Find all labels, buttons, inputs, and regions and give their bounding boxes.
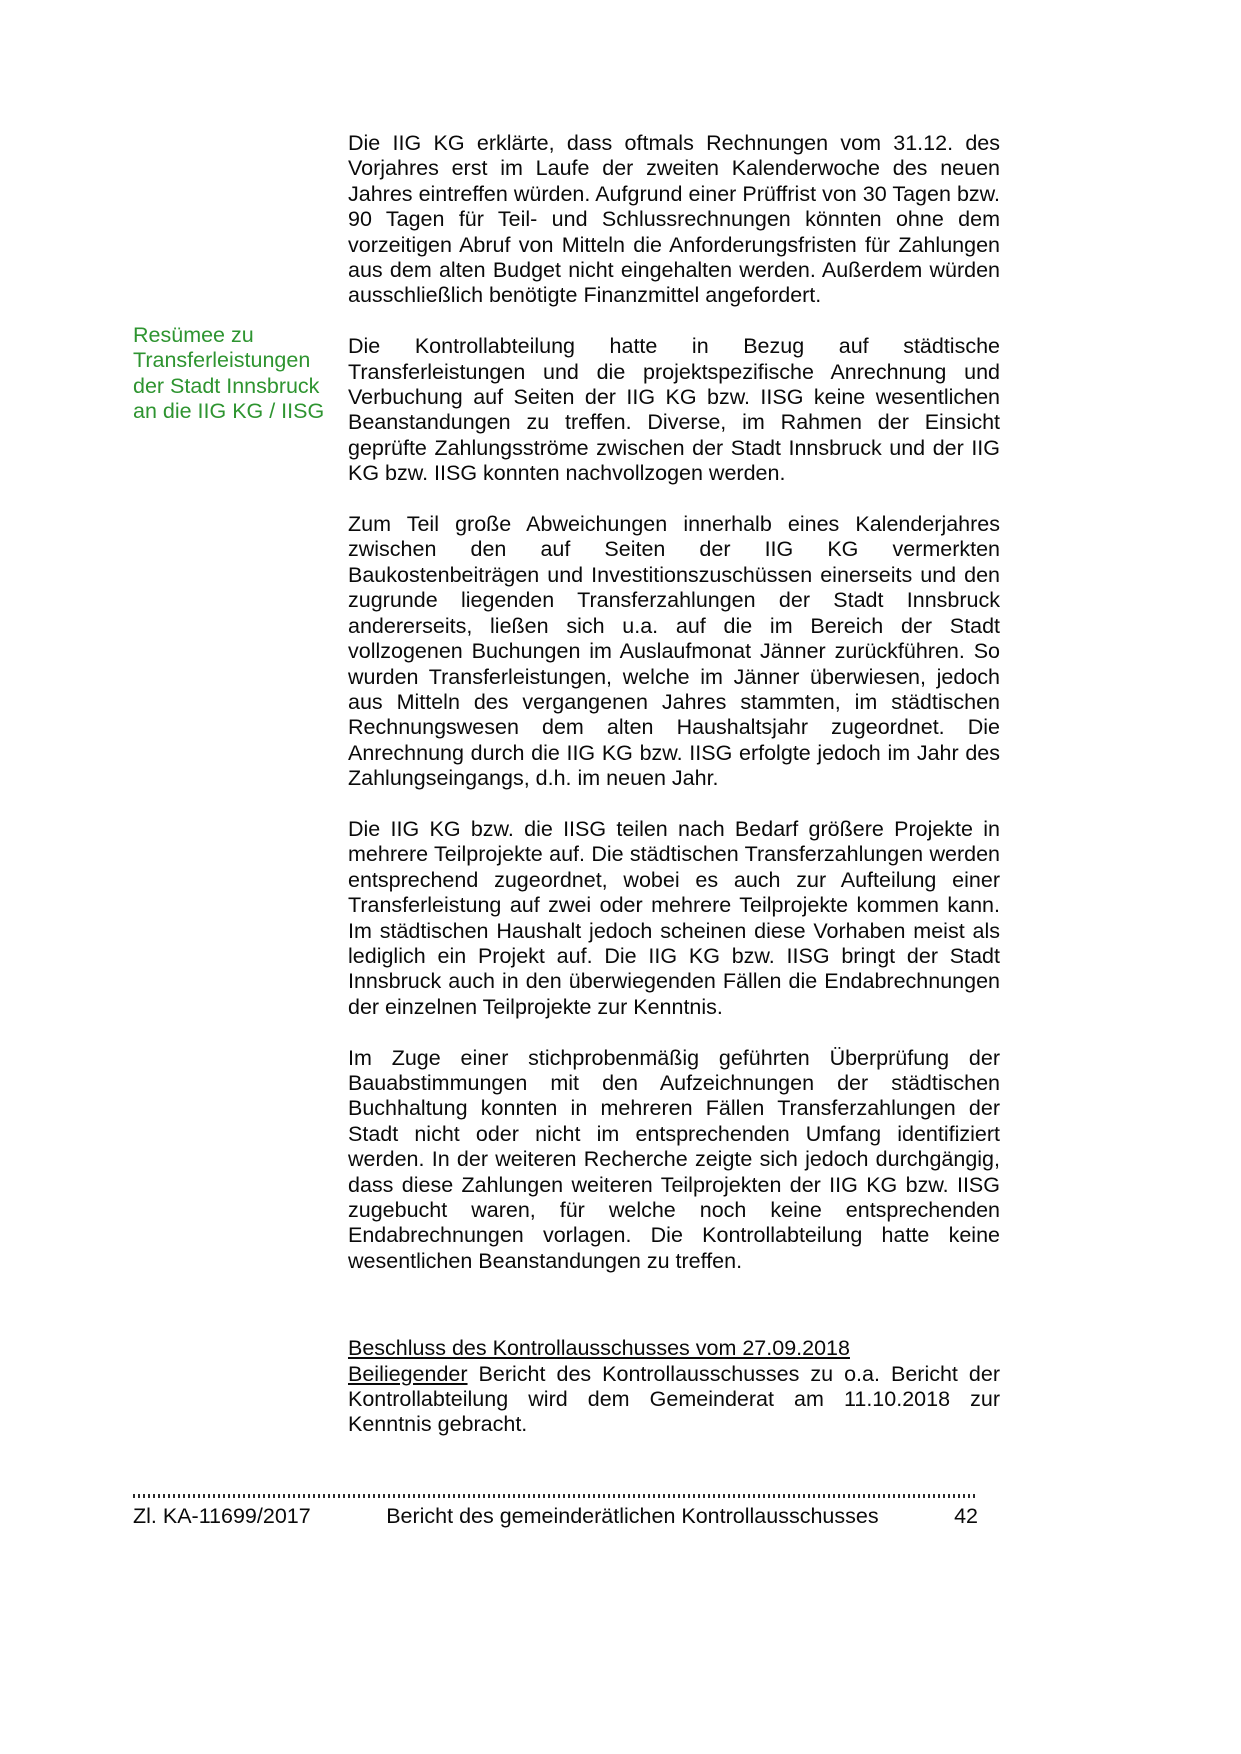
page-footer (133, 1494, 978, 1529)
decision-heading: Beschluss des Kontrollausschusses vom 27.09.2018 (348, 1336, 850, 1361)
footer-row (133, 1504, 978, 1529)
paragraph-4: Die IIG KG bzw. die IISG teilen nach Bedarf größere Projekte in mehrere Teilprojekte auf. Die städtischen Transferzahlungen werden entsprechend zugeordnet, wobei es auch zur Aufteilung einer Transferleistung auf zwei oder mehrere Teilprojekte kommen kann. Im städtischen Haushalt jedoch scheinen diese Vorhaben meist als lediglich ein Projekt auf. Die IIG KG bzw. IISG bringt der Stadt Innsbruck auch in den überwiegenden Fällen die Endabrechnungen der einzelnen Teilprojekte zur Kenntnis. (348, 816, 1000, 1019)
margin-note: Resümee zu Transferleistungen der Stadt Innsbruck an die IIG KG / IISG (133, 323, 325, 424)
footer-page-number: 42 (954, 1504, 978, 1528)
footer-reference: Zl. KA-11699/2017 (133, 1504, 311, 1528)
decision-lead-word: Beiliegender (348, 1361, 468, 1386)
paragraph-5: Im Zuge einer stichprobenmäßig geführten Überprüfung der Bauabstimmungen mit den Aufzeichnungen der städtischen Buchhaltung konnten in mehreren Fällen Transferzahlungen der Stadt nicht oder nicht im entsprechenden Umfang identifiziert werden. In der weiteren Recherche zeigte sich jedoch durchgängig, dass diese Zahlungen weiteren Teilprojekten der IIG KG bzw. IISG zugebucht waren, für welche noch keine entsprechenden Endabrechnungen vorlagen. Die Kontrollabteilung hatte keine wesentlichen Beanstandungen zu treffen. (348, 1045, 1000, 1273)
body-column (348, 131, 1000, 1438)
decision-section (348, 1336, 1000, 1438)
decision-body-text: Bericht des Kontrollausschusses zu o.a. Bericht der Kontrollabteilung wird dem Gemeinderat am 11.10.2018 zur Kenntnis gebracht. (348, 1361, 1000, 1437)
footer-divider (133, 1494, 978, 1498)
paragraph-1: Die IIG KG erklärte, dass oftmals Rechnungen vom 31.12. des Vorjahres erst im Laufe der zweiten Kalenderwoche des neuen Jahres eintreffen würden. Aufgrund einer Prüffrist von 30 Tagen bzw. 90 Tagen für Teil- und Schlussrechnungen könnten ohne dem vorzeitigen Abruf von Mitteln die Anforderungsfristen für Zahlungen aus dem alten Budget nicht eingehalten werden. Außerdem würden ausschließlich benötigte Finanzmittel angefordert. (348, 131, 1000, 308)
paragraph-2: Die Kontrollabteilung hatte in Bezug auf städtische Transferleistungen und die projektspezifische Anrechnung und Verbuchung auf Seiten der IIG KG bzw. IISG keine wesentlichen Beanstandungen zu treffen. Diverse, im Rahmen der Einsicht geprüfte Zahlungsströme zwischen der Stadt Innsbruck und der IIG KG bzw. IISG konnten nachvollzogen werden. (348, 334, 1000, 486)
decision-paragraph (348, 1362, 1000, 1438)
footer-title: Bericht des gemeinderätlichen Kontrollausschusses (386, 1504, 879, 1528)
paragraph-3: Zum Teil große Abweichungen innerhalb eines Kalenderjahres zwischen den auf Seiten der IIG KG vermerkten Baukostenbeiträgen und Investitionszuschüssen einerseits und den zugrunde liegenden Transferzahlungen der Stadt Innsbruck andererseits, ließen sich u.a. auf die im Bereich der Stadt vollzogenen Buchungen im Auslaufmonat Jänner zurückführen. So wurden Transferleistungen, welche im Jänner überwiesen, jedoch aus Mitteln des vergangenen Jahres stammten, im städtischen Rechnungswesen dem alten Haushaltsjahr zugeordnet. Die Anrechnung durch die IIG KG bzw. IISG erfolgte jedoch im Jahr des Zahlungseingangs, d.h. im neuen Jahr. (348, 512, 1000, 791)
